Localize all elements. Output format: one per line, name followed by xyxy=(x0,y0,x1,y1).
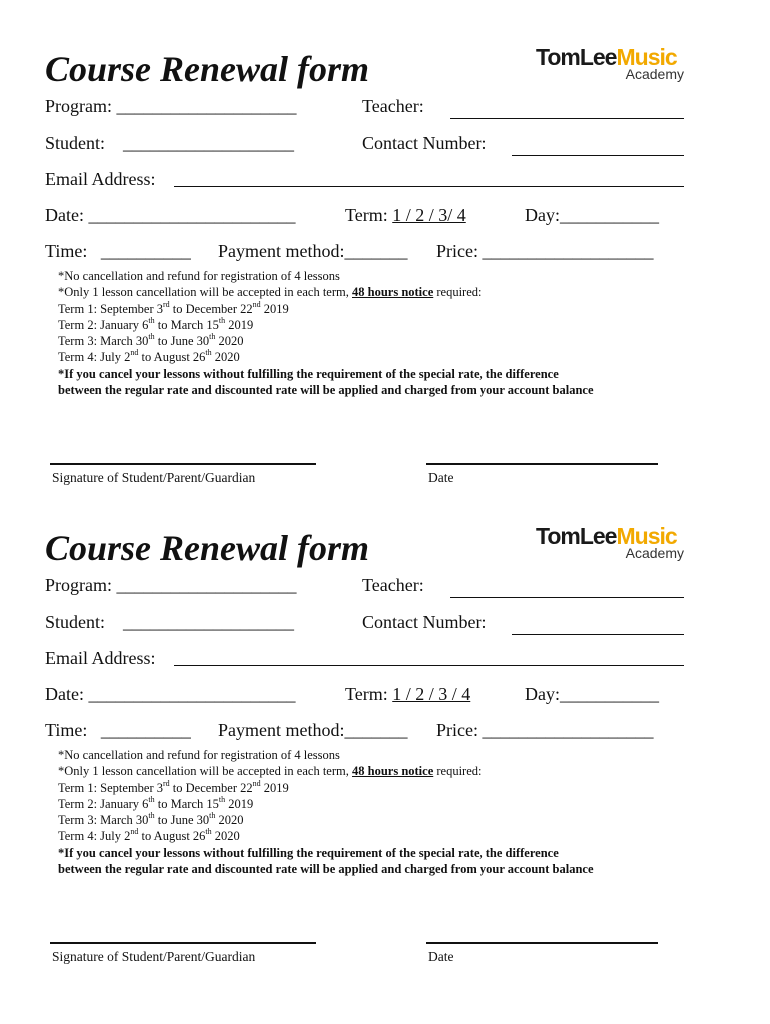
date-field[interactable]: Date: _______________________ xyxy=(45,205,296,225)
day-blank: ___________ xyxy=(560,684,659,704)
time-field[interactable]: Time: __________ xyxy=(45,241,191,261)
tomlee-logo xyxy=(536,523,686,563)
term-options[interactable]: 1 / 2 / 3 / 4 xyxy=(392,684,471,704)
program-field[interactable]: Program: ____________________ xyxy=(45,96,297,116)
form-title: Course Renewal form xyxy=(45,49,370,89)
time-blank: __________ xyxy=(100,241,191,261)
note-term-1: Term 1: September 3rd to December 22nd 2019 xyxy=(58,299,289,316)
date-signature-line[interactable] xyxy=(426,463,658,465)
signature-label: Signature of Student/Parent/Guardian xyxy=(52,470,256,485)
time-blank: __________ xyxy=(100,720,191,740)
time-field[interactable]: Time: __________ xyxy=(45,720,191,740)
teacher-label: Teacher: xyxy=(362,575,424,595)
contact-label: Contact Number: xyxy=(362,133,487,153)
terms-notes xyxy=(58,268,594,398)
price-blank: ___________________ xyxy=(482,241,654,261)
email-input-line[interactable] xyxy=(174,186,684,187)
date-signature-line[interactable] xyxy=(426,942,658,944)
logo-wordmark: TomLeeMusic xyxy=(536,523,677,549)
contact-input-line[interactable] xyxy=(512,634,684,635)
term-options[interactable]: 1 / 2 / 3/ 4 xyxy=(392,205,466,225)
contact-label: Contact Number: xyxy=(362,612,487,632)
student-blank: ___________________ xyxy=(123,133,295,153)
day-blank: ___________ xyxy=(560,205,659,225)
note-warning-2: between the regular rate and discounted rate will be applied and charged from your account balance xyxy=(58,862,594,877)
day-field[interactable]: Day:___________ xyxy=(525,205,659,225)
note-term-4: Term 4: July 2nd to August 26th 2020 xyxy=(58,827,240,844)
terms-notes xyxy=(58,747,594,877)
date-blank: _______________________ xyxy=(88,684,296,704)
teacher-label: Teacher: xyxy=(362,96,424,116)
note-term-2: Term 2: January 6th to March 15th 2019 xyxy=(58,794,254,811)
note-term-4: Term 4: July 2nd to August 26th 2020 xyxy=(58,348,240,365)
note-cancellation: *Only 1 lesson cancellation will be accepted in each term, 48 hours notice required: xyxy=(58,764,482,779)
date-field[interactable]: Date: _______________________ xyxy=(45,684,296,704)
date-signature-label: Date xyxy=(428,949,454,964)
tomlee-logo xyxy=(536,44,686,84)
logo-subtitle: Academy xyxy=(625,66,684,82)
renewal-form xyxy=(0,479,770,964)
email-label: Email Address: xyxy=(45,169,156,189)
signature-line[interactable] xyxy=(50,463,316,465)
note-term-1: Term 1: September 3rd to December 22nd 2019 xyxy=(58,778,289,795)
program-blank: ____________________ xyxy=(116,96,297,116)
payment-field[interactable]: Payment method:_______ xyxy=(218,241,408,261)
signature-line[interactable] xyxy=(50,942,316,944)
price-blank: ___________________ xyxy=(482,720,654,740)
note-warning-1: *If you cancel your lessons without fulfilling the requirement of the special rate, the difference xyxy=(58,845,559,860)
email-label: Email Address: xyxy=(45,648,156,668)
form-title: Course Renewal form xyxy=(45,528,370,568)
date-blank: _______________________ xyxy=(88,205,296,225)
note-no-refund: *No cancellation and refund for registration of 4 lessons xyxy=(58,269,340,283)
day-field[interactable]: Day:___________ xyxy=(525,684,659,704)
teacher-input-line[interactable] xyxy=(450,118,684,119)
note-cancellation: *Only 1 lesson cancellation will be accepted in each term, 48 hours notice required: xyxy=(58,285,482,300)
date-signature-label: Date xyxy=(428,470,454,485)
note-term-3: Term 3: March 30th to June 30th 2020 xyxy=(58,332,244,349)
student-blank: ___________________ xyxy=(123,612,295,632)
payment-blank: _______ xyxy=(344,720,408,740)
payment-blank: _______ xyxy=(344,241,408,261)
note-term-2: Term 2: January 6th to March 15th 2019 xyxy=(58,315,254,332)
logo-subtitle: Academy xyxy=(625,545,684,561)
signature-label: Signature of Student/Parent/Guardian xyxy=(52,949,256,964)
student-field[interactable]: Student: ___________________ xyxy=(45,612,295,632)
term-field[interactable]: Term: 1 / 2 / 3/ 4 xyxy=(345,205,466,225)
program-field[interactable]: Program: ____________________ xyxy=(45,575,297,595)
payment-field[interactable]: Payment method:_______ xyxy=(218,720,408,740)
price-field[interactable]: Price: ___________________ xyxy=(436,241,654,261)
email-input-line[interactable] xyxy=(174,665,684,666)
contact-input-line[interactable] xyxy=(512,155,684,156)
renewal-form xyxy=(0,0,770,485)
student-field[interactable]: Student: ___________________ xyxy=(45,133,295,153)
note-warning-1: *If you cancel your lessons without fulfilling the requirement of the special rate, the difference xyxy=(58,366,559,381)
logo-wordmark: TomLeeMusic xyxy=(536,44,677,70)
note-term-3: Term 3: March 30th to June 30th 2020 xyxy=(58,811,244,828)
note-warning-2: between the regular rate and discounted rate will be applied and charged from your account balance xyxy=(58,383,594,398)
teacher-input-line[interactable] xyxy=(450,597,684,598)
term-field[interactable]: Term: 1 / 2 / 3 / 4 xyxy=(345,684,471,704)
price-field[interactable]: Price: ___________________ xyxy=(436,720,654,740)
program-blank: ____________________ xyxy=(116,575,297,595)
note-no-refund: *No cancellation and refund for registration of 4 lessons xyxy=(58,748,340,762)
